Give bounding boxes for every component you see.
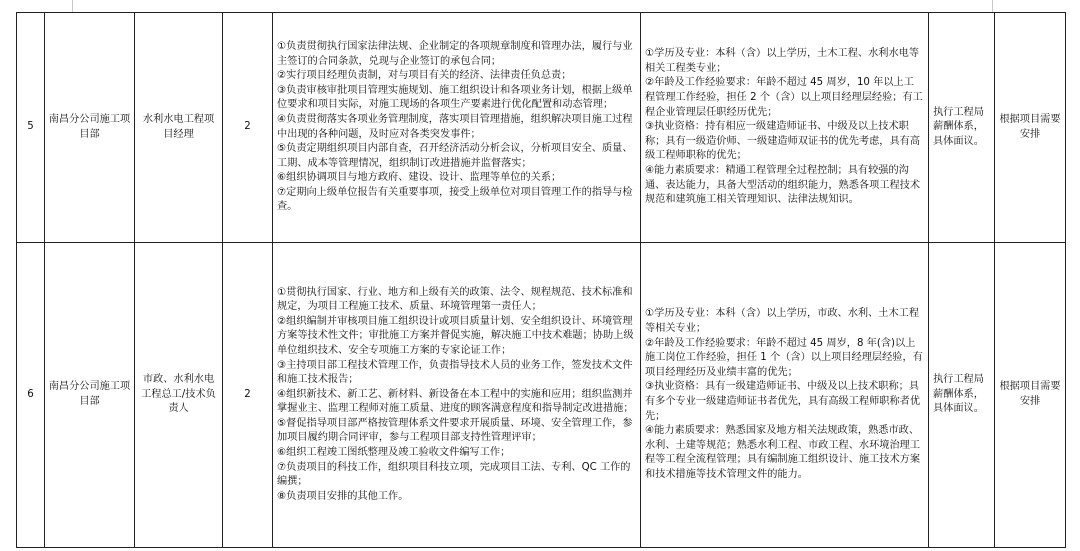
duty-item: ②实行项目经理负责制，对与项目有关的经济、法律责任负总责； bbox=[277, 70, 572, 82]
requirement-item: ③执业资格：持有相应一级建造师证书、中级及以上技术职称；具有一级造价师、一级建造师双证书的优先考虑，具有高级工程师职称的优先； bbox=[645, 121, 921, 162]
salary-cell: 执行工程局薪酬体系，具体面议。 bbox=[929, 13, 995, 243]
guide-line bbox=[72, 0, 73, 12]
guide-line bbox=[992, 0, 993, 12]
requirements-cell bbox=[641, 243, 929, 548]
duty-item: ②组织编制并审核项目施工组织设计或项目质量计划、安全组织设计、环境管理方案等技术性文件；审批施工方案并督促实施，解决施工中技术难题；协助上级单位组织技术、安全专项施工方案的专家论证工作； bbox=[277, 315, 634, 356]
requirement-item: ④能力素质要求：熟悉国家及地方相关法规政策，熟悉市政、水利、土建等规范；熟悉水利工程、市政工程、水环境治理工程等工程全流程管理；具有编制施工组织设计、施工技术方案和技术措施等技术管理文件的能力。 bbox=[645, 425, 921, 480]
row-number: 6 bbox=[17, 243, 45, 548]
recruitment-table bbox=[16, 12, 1066, 548]
top-column-guides bbox=[0, 0, 1080, 12]
duties-cell bbox=[273, 13, 641, 243]
unit-cell: 南昌分公司施工项目部 bbox=[45, 13, 135, 243]
requirement-item: ①学历及专业：本科（含）以上学历，土木工程、水利水电等相关工程类专业； bbox=[645, 48, 920, 74]
headcount-cell: 2 bbox=[223, 13, 273, 243]
arrangement-cell: 根据项目需要安排 bbox=[995, 243, 1066, 548]
requirements-cell bbox=[641, 13, 929, 243]
unit-cell: 南昌分公司施工项目部 bbox=[45, 243, 135, 548]
position-cell: 市政、水利水电工程总工/技术负责人 bbox=[135, 243, 223, 548]
duty-item: ⑧负责项目安排的其他工作。 bbox=[277, 490, 409, 502]
duty-item: ④负责贯彻落实各项业务管理制度，落实项目管理措施，组织解决项目施工过程中出现的各种问题，及时应对各类突发事件； bbox=[277, 113, 633, 140]
table-row bbox=[17, 243, 1066, 548]
requirement-item: ③执业资格：具有一级建造师证书、中级及以上技术职称；具有多个专业一级建造师证书者优先，具有高级工程师职称者优先； bbox=[645, 381, 921, 422]
duty-item: ③负责审核审批项目管理实施规划、施工组织设计和各项业务计划，根据上级单位要求和项目实际，对施工现场的各项生产要素进行优化配置和动态管理； bbox=[277, 84, 633, 111]
headcount-cell: 2 bbox=[223, 243, 273, 548]
arrangement-cell: 根据项目需要安排 bbox=[995, 13, 1066, 243]
row-number: 5 bbox=[17, 13, 45, 243]
requirement-item: ①学历及专业：本科（含）以上学历，市政、水利、土木工程等相关专业； bbox=[645, 308, 920, 335]
duty-item: ⑤督促指导项目部严格按管理体系文件要求开展质量、环境、安全管理工作，参加项目履约期合同评审，参与工程项目部支持性管理评审； bbox=[277, 417, 633, 444]
duty-item: ①负责贯彻执行国家法律法规、企业制定的各项规章制度和管理办法，履行与业主签订的合同条款，兑现与企业签订的承包合同； bbox=[277, 40, 633, 67]
position-cell: 水利水电工程项目经理 bbox=[135, 13, 223, 243]
duty-item: ①贯彻执行国家、行业、地方和上级有关的政策、法令、规程规范、技术标准和规定，为项目工程施工技术、质量、环境管理第一责任人； bbox=[277, 286, 633, 313]
requirement-item: ②年龄及工作经验要求：年龄不超过 45 周岁，8 年(含)以上施工岗位工作经验，担任 1 个（含）以上项目经理层经验，有项目经理经历及业绩丰富的优先； bbox=[645, 337, 923, 378]
requirement-item: ②年龄及工作经验要求：年龄不超过 45 周岁，10 年以上工程管理工作经验，担任 2 个（含）以上项目经理层经验；有工程企业管理层任职经历优先； bbox=[645, 77, 923, 118]
requirement-item: ④能力素质要求：精通工程管理全过程控制；具有较强的沟通、表达能力，具备大型活动的组织能力，熟悉各项工程技术规范和建筑施工相关管理知识、法律法规知识。 bbox=[645, 164, 921, 206]
duty-item: ④组织新技术、新工艺、新材料、新设备在本工程中的实施和应用；组织监测并掌握业主、监理工程师对施工质量、进度的顾客满意程度和指导制定改进措施； bbox=[277, 388, 634, 415]
salary-cell: 执行工程局薪酬体系，具体面议。 bbox=[929, 243, 995, 548]
duty-item: ③主持项目部工程技术管理工作，负责指导技术人员的业务工作，签发技术文件和施工技术报告； bbox=[277, 359, 633, 386]
duty-item: ⑥组织协调项目与地方政府、建设、设计、监理等单位的关系； bbox=[277, 172, 562, 184]
duty-item: ⑤负责定期组织项目内部自查，召开经济活动分析会议，分析项目安全、质量、工期、成本等管理情况，组织制订改进措施并监督落实； bbox=[277, 143, 633, 169]
duties-cell bbox=[273, 243, 641, 548]
table-row bbox=[17, 13, 1066, 243]
duty-item: ⑦负责项目的科技工作，组织项目科技立项，完成项目工法、专利、QC 工作的编撰； bbox=[277, 461, 631, 488]
duty-item: ⑥组织工程竣工图纸整理及竣工验收文件编写工作； bbox=[277, 447, 511, 459]
duty-item: ⑦定期向上级单位报告有关重要事项，接受上级单位对项目管理工作的指导与检查。 bbox=[277, 186, 633, 213]
